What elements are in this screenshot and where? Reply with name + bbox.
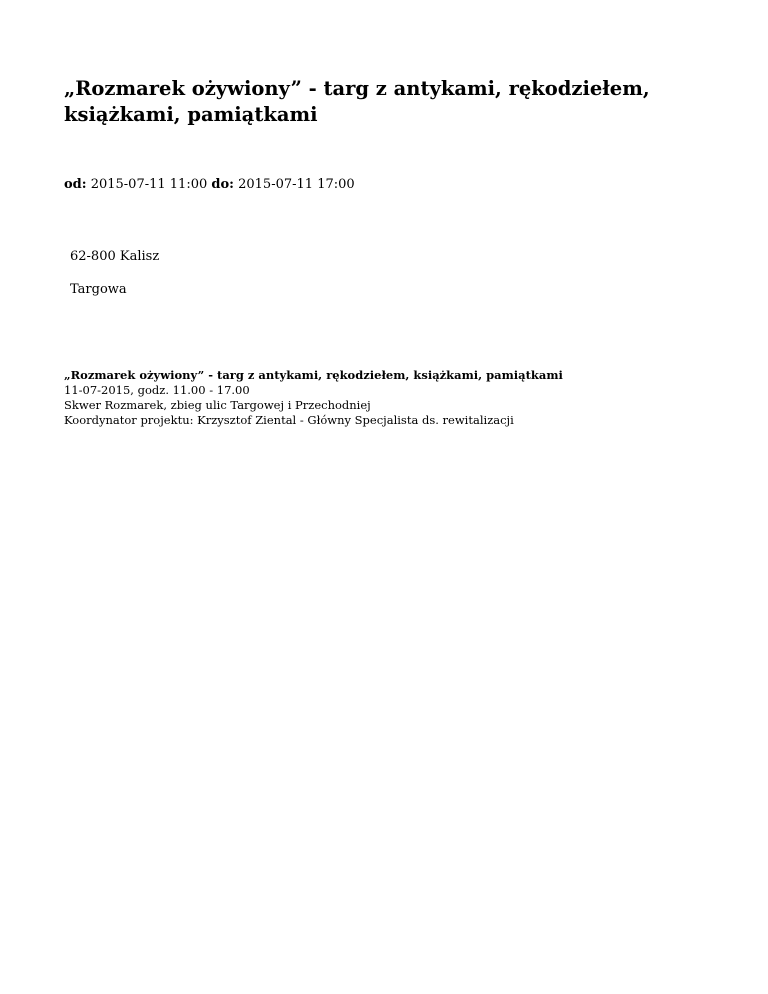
description-date-line: 11-07-2015, godz. 11.00 - 17.00	[64, 383, 250, 397]
to-value: 2015-07-11 17:00	[238, 177, 355, 192]
from-value: 2015-07-11 11:00	[90, 177, 208, 192]
address-street: Targowa	[70, 282, 127, 297]
to-label: do:	[211, 177, 234, 192]
event-dates	[64, 176, 355, 193]
event-title: „Rozmarek ożywiony” - targ z antykami, rękodziełem, książkami, pamiątkami	[64, 77, 650, 126]
from-label: od:	[64, 177, 87, 192]
event-description	[64, 368, 704, 428]
address-city: 62-800 Kalisz	[70, 249, 160, 264]
description-location-line: Skwer Rozmarek, zbieg ulic Targowej i Przechodniej	[64, 398, 371, 412]
description-title: „Rozmarek ożywiony” - targ z antykami, rękodziełem, książkami, pamiątkami	[64, 368, 563, 382]
description-coordinator-line: Koordynator projektu: Krzysztof Ziental - Główny Specjalista ds. rewitalizacji	[64, 413, 514, 427]
